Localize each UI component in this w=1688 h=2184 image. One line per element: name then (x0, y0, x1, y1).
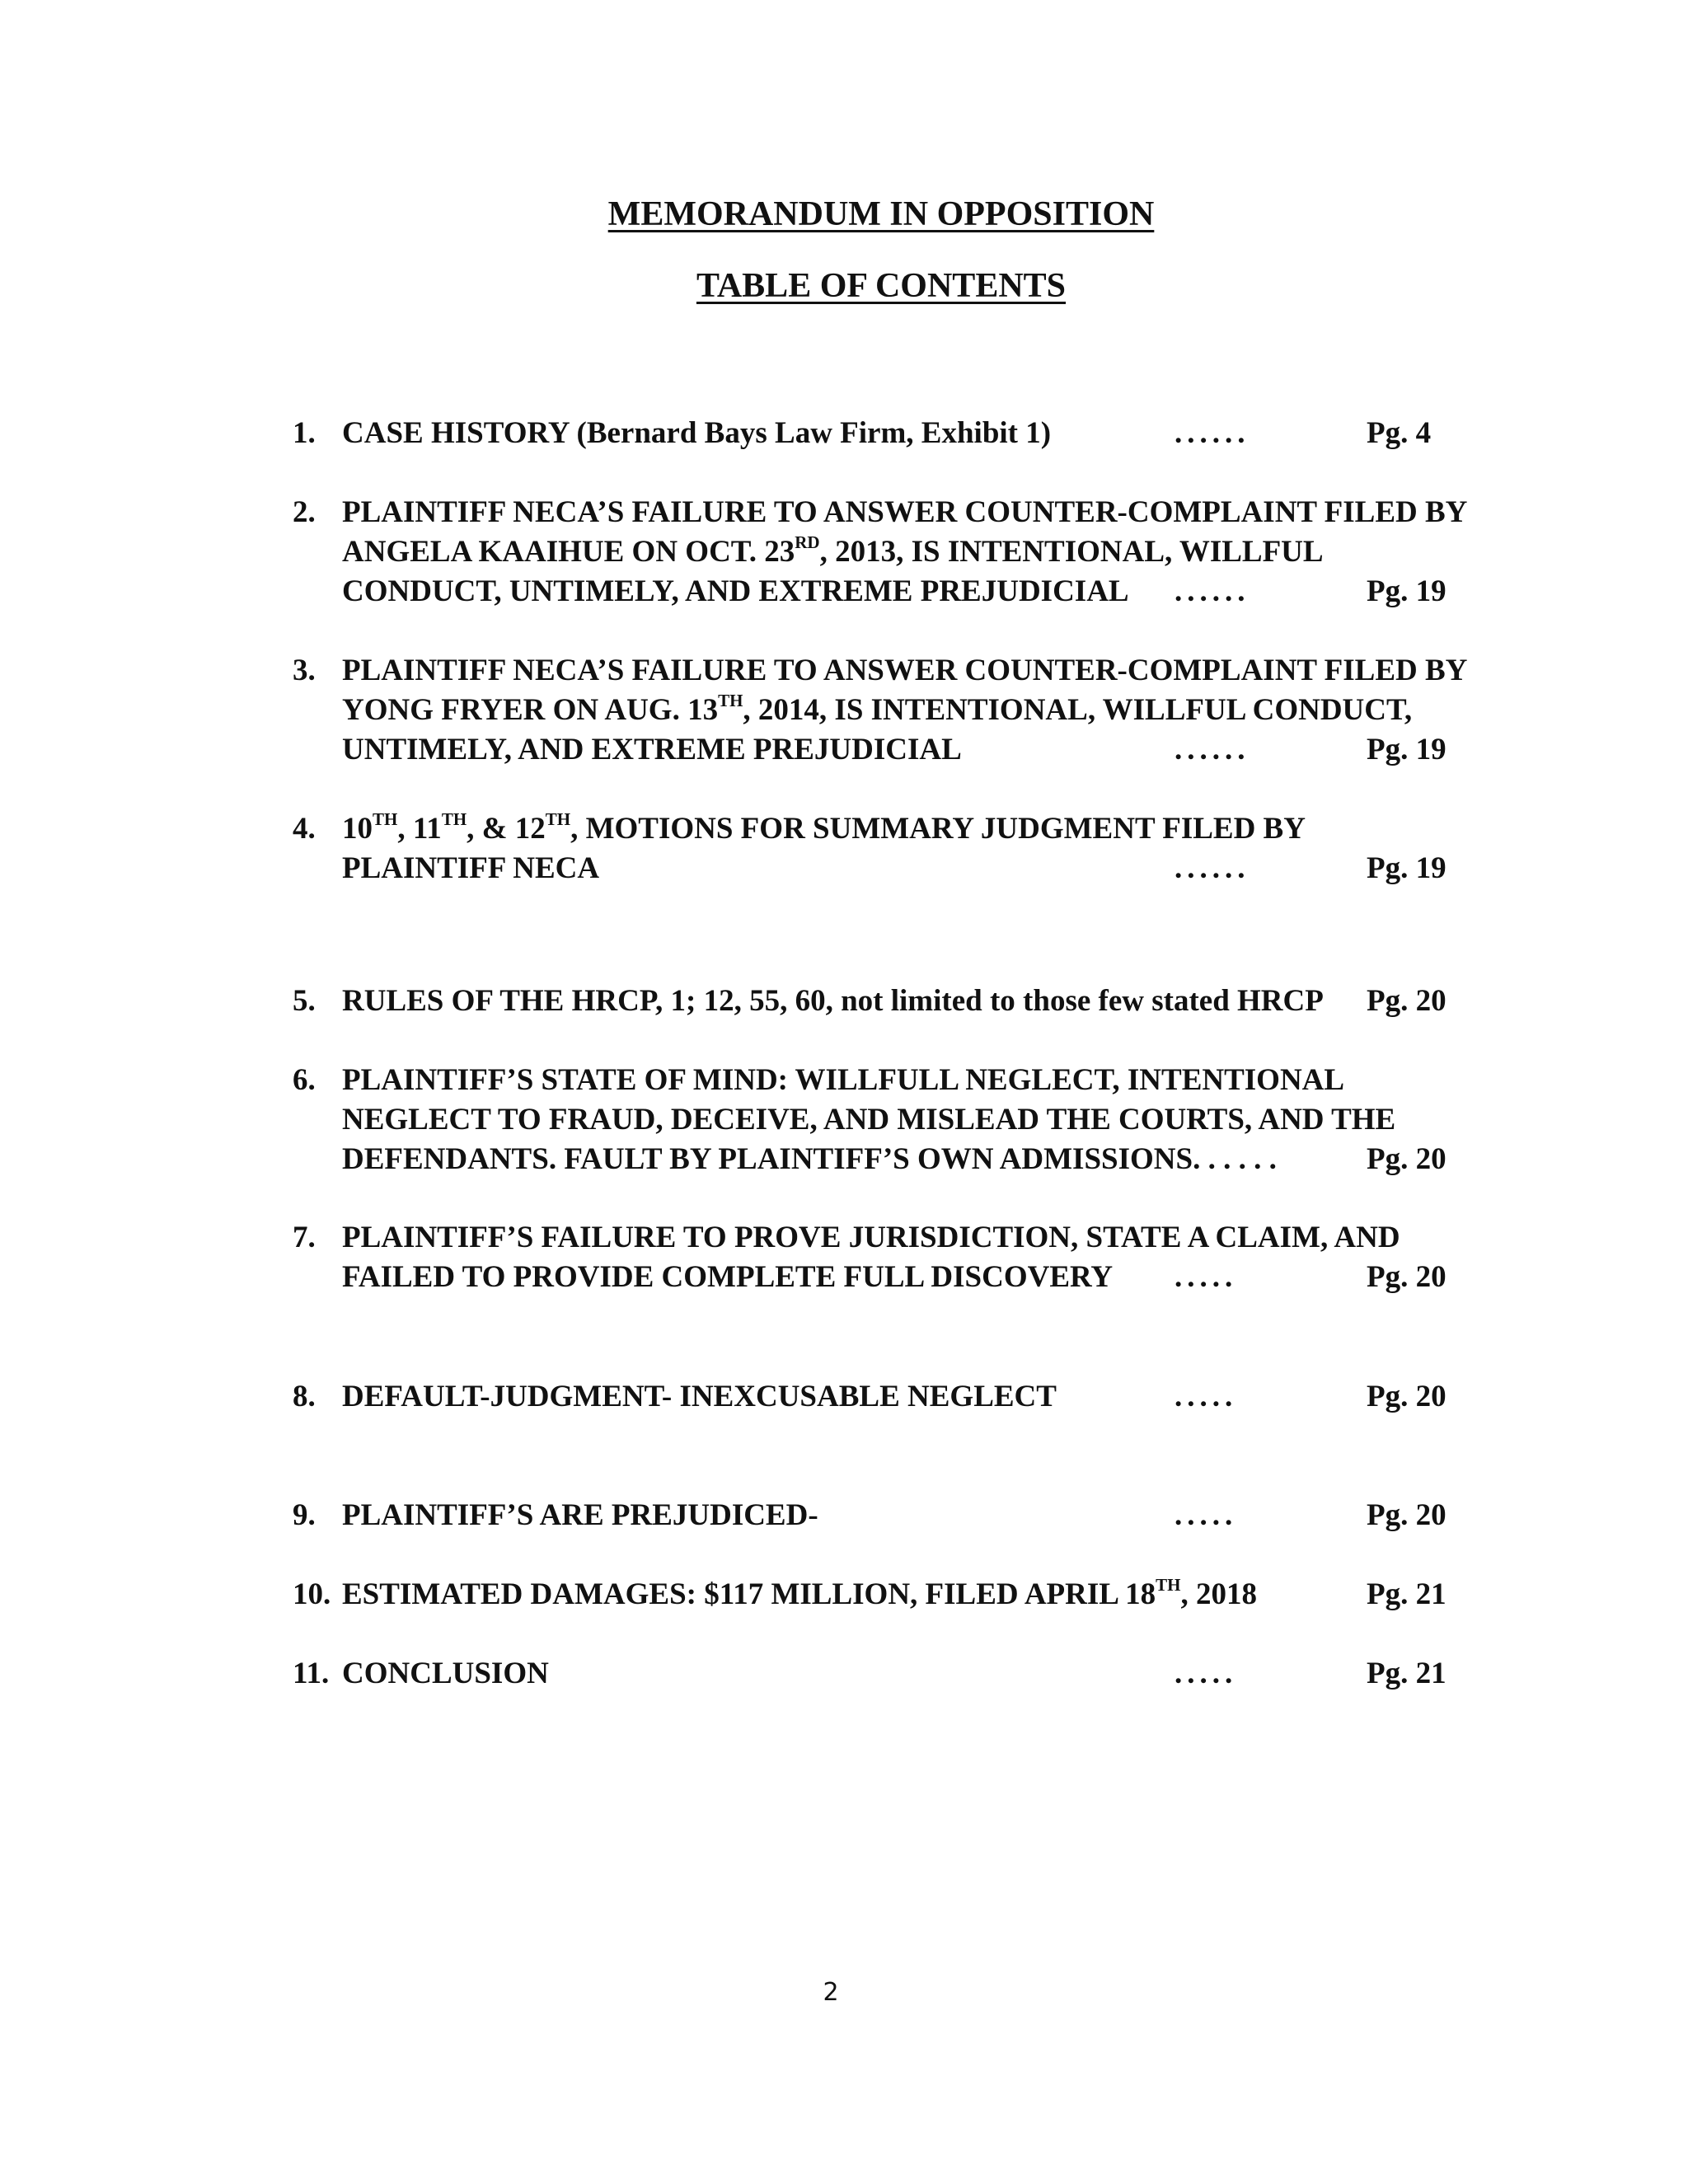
ordinal-suffix: TH (545, 809, 571, 829)
toc-page-ref: Pg. 21 (1367, 1657, 1447, 1690)
toc-page-ref: Pg. 19 (1367, 574, 1447, 608)
toc-page-ref: Pg. 19 (1367, 733, 1447, 766)
toc-entry-text-part: YONG FRYER ON AUG. 13 (342, 693, 719, 727)
ordinal-suffix: TH (373, 809, 398, 829)
toc-entry-text-part: , 2014, IS INTENTIONAL, WILLFUL CONDUCT, (743, 693, 1413, 727)
toc-page-ref: Pg. 20 (1367, 1498, 1447, 1532)
toc-entry-text-part: , 2013, IS INTENTIONAL, WILLFUL (819, 535, 1324, 569)
toc-entry-text: PLAINTIFF NECA (342, 851, 600, 885)
toc-entry-number: 3. (293, 654, 316, 687)
toc-entry-text-part: 10 (342, 812, 373, 846)
toc-entry-text-part: ANGELA KAAIHUE ON OCT. 23 (342, 535, 795, 569)
toc-entry-text (342, 1575, 1257, 1615)
toc-entry-text (342, 809, 1306, 849)
toc-entry-text: CONDUCT, UNTIMELY, AND EXTREME PREJUDICIAL (342, 574, 1129, 608)
page-subtitle: TABLE OF CONTENTS (696, 267, 1067, 305)
toc-page-ref: Pg. 19 (1367, 851, 1447, 885)
toc-entry-text: PLAINTIFF’S FAILURE TO PROVE JURISDICTION, STATE A CLAIM, AND (342, 1221, 1400, 1254)
toc-leader-dots: ..... (1175, 1498, 1238, 1532)
toc-entry-number: 9. (293, 1498, 316, 1532)
toc-page-ref: Pg. 4 (1367, 416, 1432, 450)
toc-entry-text: FAILED TO PROVIDE COMPLETE FULL DISCOVERY (342, 1260, 1114, 1294)
toc-entry-text-part: ESTIMATED DAMAGES: $117 MILLION, FILED APRIL 18 (342, 1577, 1156, 1611)
toc-leader-dots: ..... (1175, 1657, 1238, 1690)
toc-entry-text (342, 532, 1324, 572)
toc-entry-number: 7. (293, 1221, 316, 1254)
page-title: MEMORANDUM IN OPPOSITION (607, 195, 1155, 233)
toc-page-ref: Pg. 20 (1367, 1380, 1447, 1413)
ordinal-suffix: TH (441, 809, 467, 829)
toc-entry-text: DEFENDANTS. FAULT BY PLAINTIFF’S OWN ADMISSIONS. . . . . . (342, 1142, 1277, 1176)
toc-entry-text: PLAINTIFF’S STATE OF MIND: WILLFULL NEGLECT, INTENTIONAL (342, 1063, 1345, 1097)
ordinal-suffix: TH (1156, 1575, 1181, 1595)
toc-entry-text: UNTIMELY, AND EXTREME PREJUDICIAL (342, 733, 962, 766)
ordinal-suffix: TH (718, 691, 743, 710)
toc-entry-text: DEFAULT-JUDGMENT- INEXCUSABLE NEGLECT (342, 1380, 1057, 1413)
toc-entry-number: 10. (293, 1577, 331, 1611)
toc-leader-dots: ..... (1175, 1380, 1238, 1413)
toc-leader-dots: ...... (1175, 851, 1250, 885)
ordinal-suffix: RD (795, 532, 820, 552)
toc-entry-text: PLAINTIFF’S ARE PREJUDICED- (342, 1498, 818, 1532)
toc-leader-dots: ...... (1175, 574, 1250, 608)
toc-entry-text-part: , MOTIONS FOR SUMMARY JUDGMENT FILED BY (570, 812, 1306, 846)
toc-entry-text (342, 691, 1412, 730)
toc-entry-text-part: , 2018 (1180, 1577, 1257, 1611)
toc-entry-text: PLAINTIFF NECA’S FAILURE TO ANSWER COUNTER-COMPLAINT FILED BY (342, 654, 1468, 687)
toc-leader-dots: ...... (1175, 733, 1250, 766)
toc-leader-dots: ..... (1175, 1260, 1238, 1294)
toc-entry-text: RULES OF THE HRCP, 1; 12, 55, 60, not limited to those few stated HRCP (342, 984, 1324, 1018)
toc-entry-number: 4. (293, 812, 316, 846)
toc-entry-number: 8. (293, 1380, 316, 1413)
toc-page-ref: Pg. 20 (1367, 984, 1447, 1018)
toc-entry-text: CASE HISTORY (Bernard Bays Law Firm, Exhibit 1) (342, 416, 1052, 450)
toc-entry-number: 1. (293, 416, 316, 450)
toc-entry-text: NEGLECT TO FRAUD, DECEIVE, AND MISLEAD THE COURTS, AND THE (342, 1103, 1396, 1137)
toc-entry-text: CONCLUSION (342, 1657, 549, 1690)
toc-entry-text-part: , 11 (397, 812, 442, 846)
toc-leader-dots: ...... (1175, 416, 1250, 450)
toc-entry-number: 6. (293, 1063, 316, 1097)
toc-entry-text-part: , & 12 (467, 812, 546, 846)
page-number: 2 (823, 1978, 839, 2007)
toc-page-ref: Pg. 20 (1367, 1260, 1447, 1294)
toc-entry-number: 11. (293, 1657, 330, 1690)
toc-entry-number: 5. (293, 984, 316, 1018)
toc-page-ref: Pg. 21 (1367, 1577, 1447, 1611)
toc-entry-text: PLAINTIFF NECA’S FAILURE TO ANSWER COUNTER-COMPLAINT FILED BY (342, 495, 1468, 529)
toc-page-ref: Pg. 20 (1367, 1142, 1447, 1176)
toc-entry-number: 2. (293, 495, 316, 529)
